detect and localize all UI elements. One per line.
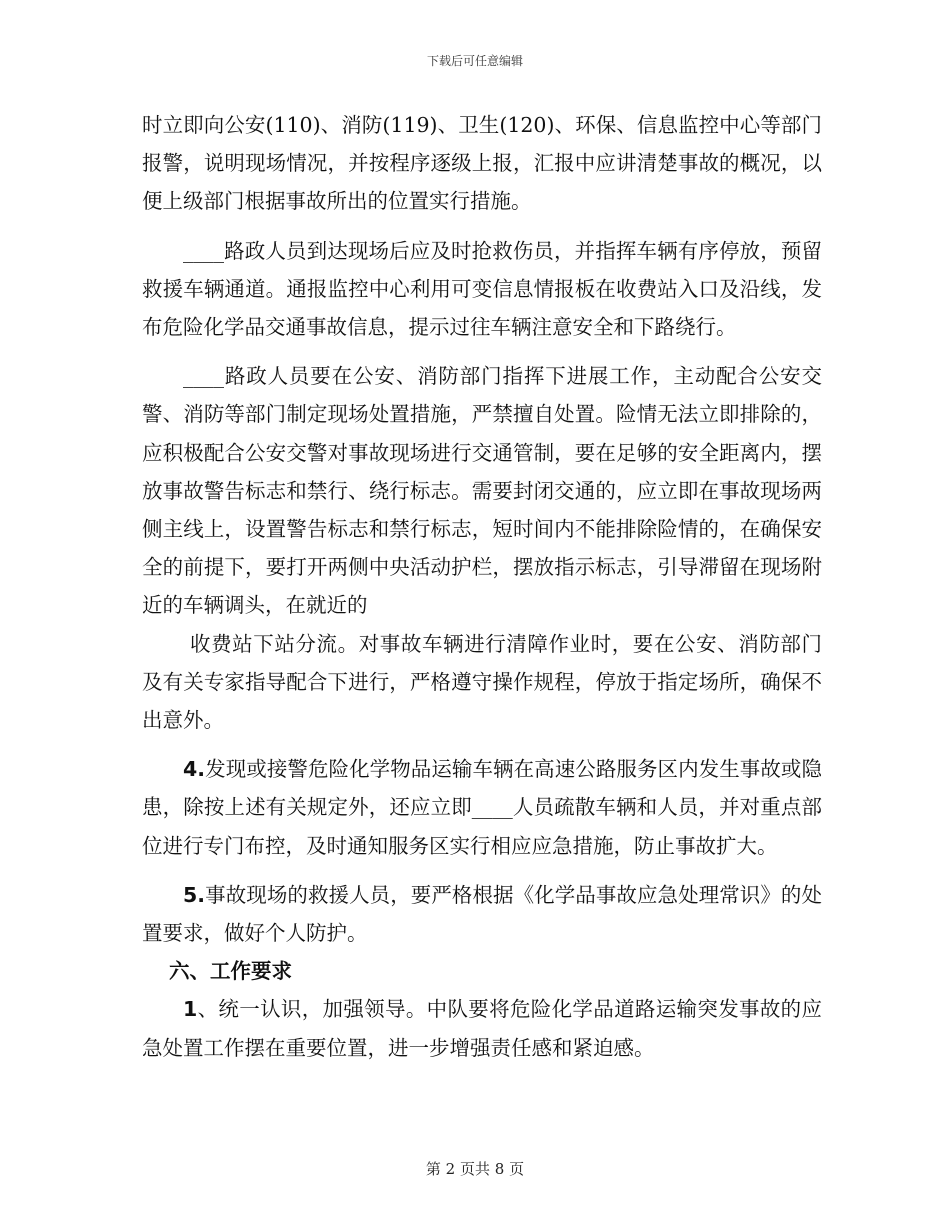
paragraph-text: 事故现场的救援人员，要严格根据《化学品事故应急处理常识》的处置要求，做好个人防护。 bbox=[142, 882, 822, 946]
paragraph-text: 、统一认识，加强领导。中队要将危险化学品道路运输突发事故的应急处置工作摆在重要位置，进一步增强责任感和紧迫感。 bbox=[142, 997, 822, 1060]
page-header: 下载后可任意编辑 bbox=[426, 54, 523, 68]
item-number: 4. bbox=[183, 757, 206, 782]
item-number: 1 bbox=[183, 997, 198, 1022]
item-number: 5. bbox=[183, 882, 206, 907]
paragraph-toll-station-diversion: 收费站下站分流。对事故车辆进行清障作业时，要在公安、消防部门及有关专家指导配合下进行，严格遵守操作规程，停放于指定场所，确保不出意外。 bbox=[142, 631, 822, 733]
paragraph-unified-understanding bbox=[142, 990, 822, 1066]
section-heading-work-requirements: 六、工作要求 bbox=[169, 959, 292, 984]
page-footer: 第 2 页共 8 页 bbox=[425, 1160, 525, 1178]
document-body bbox=[142, 106, 822, 1067]
paragraph-traffic-control: ____路政人员要在公安、消防部门指挥下进展工作，主动配合公安交警、消防等部门制定现场处置措施，严禁擅自处置。险情无法立即排除的，应积极配合公安交警对事故现场进行交通管制，要在足够的安全距离内，摆放事故警告标志和禁行、绕行标志。需要封闭交通的，应立即在事故现场两侧主线上，设置警告标志和禁行标志，短时间内不能排除险情的，在确保安全的前提下，要打开两侧中央活动护栏，摆放指示标志，引导滞留在现场附近的车辆调头，在就近的 bbox=[142, 364, 822, 618]
paragraph-rescue-injured: ____路政人员到达现场后应及时抢救伤员，并指挥车辆有序停放，预留救援车辆通道。通报监控中心利用可变信息情报板在收费站入口及沿线，发布危险化学品交通事故信息，提示过往车辆注意安全和下路绕行。 bbox=[142, 238, 822, 340]
paragraph-personal-protection bbox=[142, 876, 822, 952]
paragraph-alarm-report: 时立即向公安(110)、消防(119)、卫生(120)、环保、信息监控中心等部门报警，说明现场情况，并按程序逐级上报，汇报中应讲清楚事故的概况，以便上级部门根据事故所出的位置实行措施。 bbox=[142, 113, 822, 214]
paragraph-service-area bbox=[142, 750, 822, 865]
paragraph-text: 发现或接警危险化学物品运输车辆在高速公路服务区内发生事故或隐患，除按上述有关规定外，还应立即____人员疏散车辆和人员，并对重点部位进行专门布控，及时通知服务区实行相应应急措施，防止事故扩大。 bbox=[142, 757, 822, 858]
